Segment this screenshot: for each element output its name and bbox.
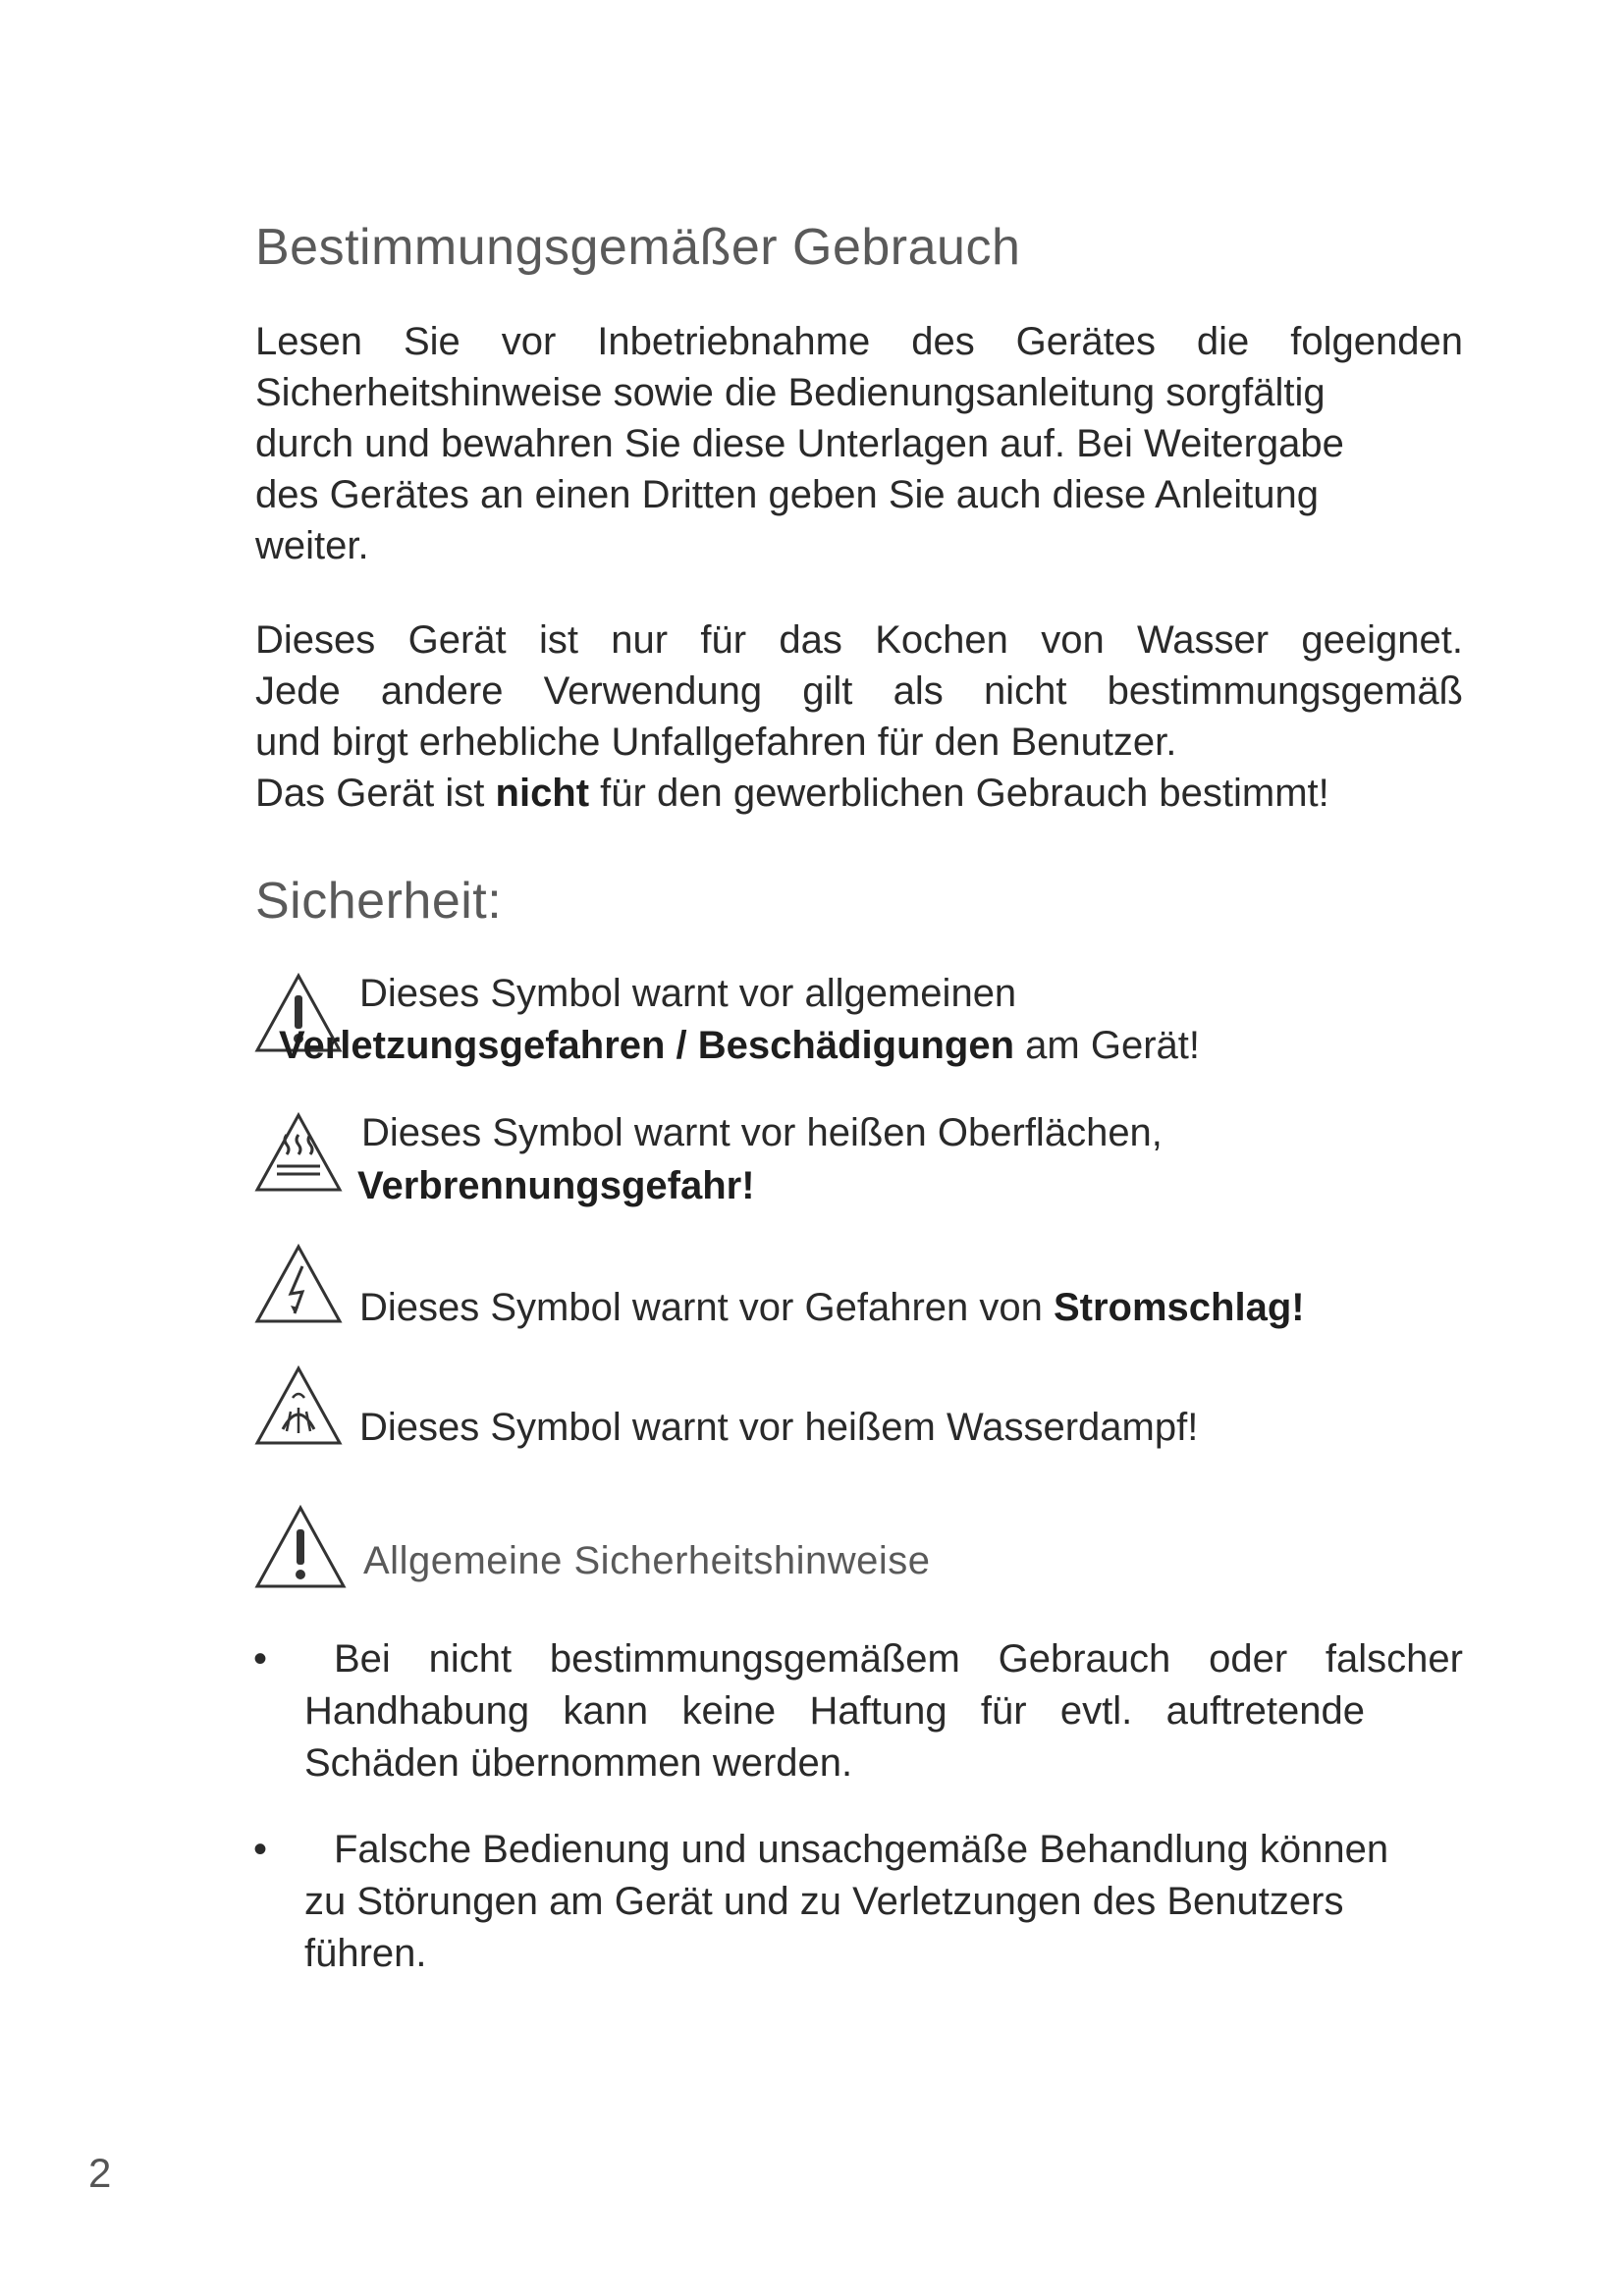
general-warning-line-2: Verletzungsgefahren / Beschädigungen am Gerät!	[279, 1024, 1200, 1067]
hot-surface-warning-line-1: Dieses Symbol warnt vor heißen Oberflächen,	[361, 1111, 1163, 1154]
section-title-safety: Sicherheit:	[255, 873, 503, 930]
electric-shock-warning-text: Dieses Symbol warnt vor Gefahren von Stromschlag!	[359, 1286, 1305, 1329]
electric-shock-icon	[253, 1243, 344, 1325]
bullet-marker: •	[253, 1828, 268, 1871]
hot-steam-warning-text: Dieses Symbol warnt vor heißem Wasserdampf!	[359, 1406, 1199, 1449]
page-number: 2	[88, 2150, 112, 2196]
bullet-marker: •	[253, 1637, 268, 1681]
emphasis-nicht: nicht	[495, 772, 590, 815]
paragraph-line: Dieses Gerät ist nur für das Kochen von Wasser geeignet.	[255, 618, 1463, 662]
general-safety-icon	[253, 1504, 348, 1590]
hot-surface-warning-line-2: Verbrennungsgefahr!	[357, 1164, 755, 1207]
paragraph-line: weiter.	[255, 524, 369, 567]
paragraph-line: Sicherheitshinweise sowie die Bedienungsanleitung sorgfältig	[255, 371, 1326, 414]
list-item-line: Falsche Bedienung und unsachgemäße Behandlung können	[334, 1828, 1389, 1871]
list-item	[304, 1824, 1463, 1980]
paragraph-line: Jede andere Verwendung gilt als nicht bestimmungsgemäß	[255, 669, 1463, 713]
list-item-line: führen.	[304, 1932, 427, 1975]
section-title-general-safety: Allgemeine Sicherheitshinweise	[363, 1539, 931, 1582]
list-item-line: Schäden übernommen werden.	[304, 1741, 853, 1785]
intended-use-paragraph	[255, 316, 1463, 571]
list-item-line: Handhabung kann keine Haftung für evtl. auftretende	[304, 1689, 1365, 1733]
paragraph-line: durch und bewahren Sie diese Unterlagen auf. Bei Weitergabe	[255, 422, 1344, 465]
paragraph-line: und birgt erhebliche Unfallgefahren für den Benutzer.	[255, 721, 1177, 764]
paragraph-line: Das Gerät ist nicht für den gewerblichen Gebrauch bestimmt!	[255, 772, 1329, 815]
paragraph-line: des Gerätes an einen Dritten geben Sie auch diese Anleitung	[255, 473, 1319, 516]
list-item-line: zu Störungen am Gerät und zu Verletzungen des Benutzers	[304, 1880, 1344, 1923]
list-item-line: Bei nicht bestimmungsgemäßem Gebrauch oder falscher	[334, 1637, 1463, 1681]
usage-restriction-paragraph	[255, 614, 1463, 819]
section-title-intended-use: Bestimmungsgemäßer Gebrauch	[255, 219, 1021, 276]
general-warning-line-1: Dieses Symbol warnt vor allgemeinen	[359, 972, 1017, 1015]
hot-steam-icon	[253, 1364, 344, 1447]
paragraph-line: Lesen Sie vor Inbetriebnahme des Gerätes die folgenden	[255, 320, 1463, 363]
hot-surface-icon	[253, 1111, 344, 1194]
list-item	[304, 1633, 1463, 1789]
